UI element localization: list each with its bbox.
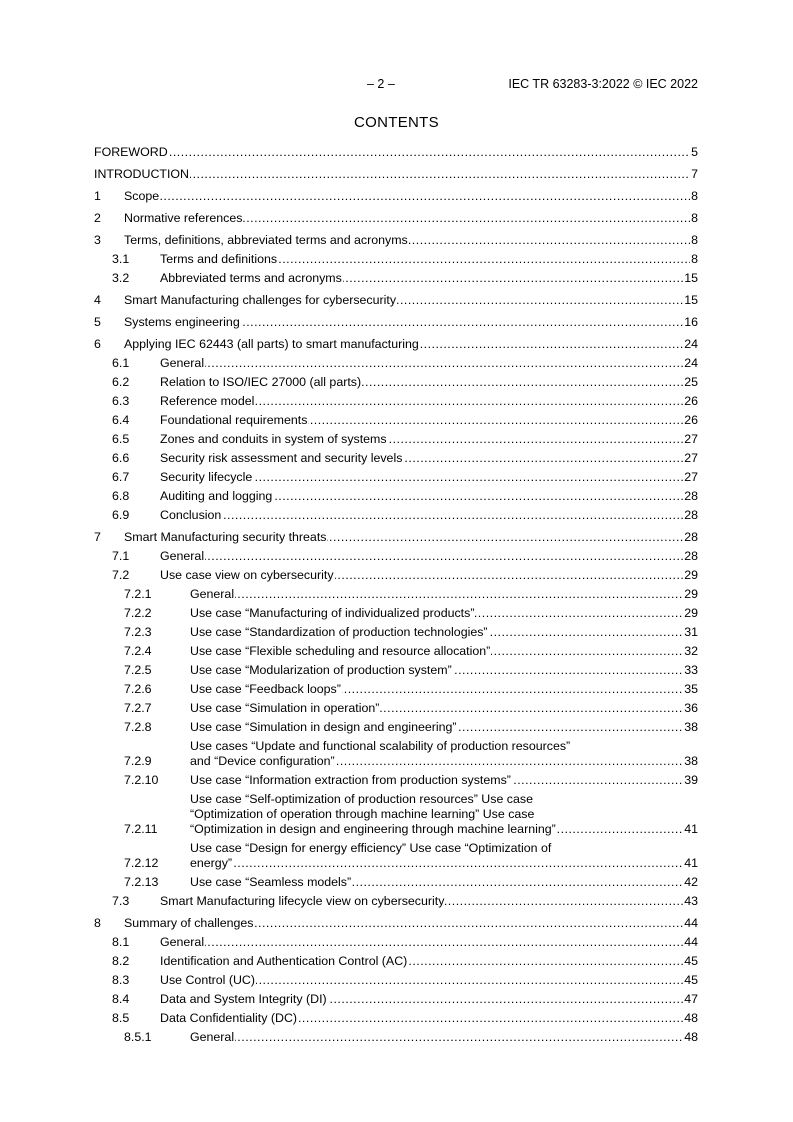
toc-entry-title: Use cases “Update and functional scalability of production resources” and “Device configuration” ..... — [190, 739, 683, 769]
toc-entry-number: 7.2.3 — [124, 625, 152, 639]
toc-entry-number: 7.2.12 — [124, 856, 159, 870]
toc-entry-page: 29 — [684, 568, 698, 582]
toc-entry-title: Use case “Simulation in design and engineering” ..... — [190, 720, 683, 735]
toc-entry-page: 15 — [684, 293, 698, 307]
toc-entry-title: Abbreviated terms and acronyms ..... — [160, 271, 683, 286]
toc-entry-page: 45 — [684, 954, 698, 968]
toc-entry[interactable] — [94, 356, 698, 371]
toc-entry-page: 26 — [684, 394, 698, 408]
toc-entry-title: Zones and conduits in system of systems ..... — [160, 432, 683, 447]
toc-entry[interactable] — [94, 587, 698, 602]
toc-entry-page: 26 — [684, 413, 698, 427]
toc-entry-number: 1 — [94, 189, 101, 203]
toc-entry-number: 3.1 — [112, 252, 130, 266]
toc-entry-number: 8 — [94, 916, 101, 930]
toc-entry-title: Auditing and logging ..... — [160, 489, 683, 504]
toc-entry-page: 8 — [691, 252, 698, 266]
toc-entry-page: 47 — [684, 992, 698, 1006]
toc-entry-number: 6.7 — [112, 470, 130, 484]
toc-entry-page: 41 — [684, 856, 698, 870]
toc-entry-title: Terms, definitions, abbreviated terms and acronyms ..... — [124, 233, 690, 248]
toc-entry-title: Use case “Feedback loops” ..... — [190, 682, 683, 697]
toc-entry-page: 27 — [684, 470, 698, 484]
toc-entry[interactable] — [94, 682, 698, 697]
toc-entry-number: 6.8 — [112, 489, 130, 503]
toc-entry[interactable] — [94, 451, 698, 466]
toc-entry-page: 8 — [691, 233, 698, 247]
toc-entry[interactable] — [94, 739, 698, 769]
toc-entry-page: 38 — [684, 754, 698, 768]
toc-entry-page: 8 — [691, 189, 698, 203]
toc-entry[interactable] — [94, 413, 698, 428]
toc-entry-title: Identification and Authentication Control (AC) ..... — [160, 954, 683, 969]
toc-entry[interactable] — [94, 773, 698, 788]
toc-entry-number: 3 — [94, 233, 101, 247]
toc-entry-page: 28 — [684, 549, 698, 563]
toc-entry[interactable] — [94, 530, 698, 545]
toc-entry-page: 41 — [684, 822, 698, 836]
toc-entry-page: 45 — [684, 973, 698, 987]
toc-entry-number: 8.1 — [112, 935, 130, 949]
toc-entry-page: 35 — [684, 682, 698, 696]
toc-entry-title: Smart Manufacturing security threats ..... — [124, 530, 683, 545]
table-of-contents — [94, 145, 698, 1045]
toc-entry-number: 7.2.7 — [124, 701, 152, 715]
toc-entry[interactable] — [94, 489, 698, 504]
toc-entry-number: 6.6 — [112, 451, 130, 465]
toc-entry-page: 32 — [684, 644, 698, 658]
toc-entry[interactable] — [94, 644, 698, 659]
toc-entry-title: General ..... — [160, 935, 683, 950]
toc-entry-number: 5 — [94, 315, 101, 329]
toc-entry-title: Systems engineering ..... — [124, 315, 683, 330]
toc-entry-title: Foundational requirements ..... — [160, 413, 683, 428]
toc-entry[interactable] — [94, 252, 698, 267]
toc-entry-number: 6.3 — [112, 394, 130, 408]
toc-entry[interactable] — [94, 720, 698, 735]
toc-entry-title: Use case “Modularization of production system” ..... — [190, 663, 683, 678]
toc-entry[interactable] — [94, 935, 698, 950]
toc-entry-title: Data Confidentiality (DC) ..... — [160, 1011, 683, 1026]
toc-entry-number: 7.2 — [112, 568, 130, 582]
toc-entry-number: 4 — [94, 293, 101, 307]
toc-entry-page: 48 — [684, 1011, 698, 1025]
toc-entry-number: 7.2.4 — [124, 644, 152, 658]
toc-entry-number: 6.4 — [112, 413, 130, 427]
toc-entry-title: Use case “Seamless models” ..... — [190, 875, 683, 890]
toc-entry[interactable] — [94, 841, 698, 871]
toc-entry-page: 24 — [684, 337, 698, 351]
toc-entry-number: 8.5.1 — [124, 1030, 152, 1044]
toc-entry[interactable] — [94, 394, 698, 409]
toc-entry-page: 27 — [684, 432, 698, 446]
toc-entry[interactable] — [94, 271, 698, 286]
toc-entry-number: 8.4 — [112, 992, 130, 1006]
toc-entry-title: Security risk assessment and security levels ..... — [160, 451, 683, 466]
toc-entry[interactable] — [94, 167, 698, 182]
toc-entry-number: 2 — [94, 211, 101, 225]
toc-entry[interactable] — [94, 894, 698, 909]
toc-entry[interactable] — [94, 189, 698, 204]
toc-entry-page: 8 — [691, 211, 698, 225]
toc-entry-title: Use case “Manufacturing of individualized products” ..... — [190, 606, 683, 621]
toc-entry-page: 15 — [684, 271, 698, 285]
toc-entry-page: 5 — [691, 145, 698, 159]
toc-entry-number: 6.2 — [112, 375, 130, 389]
toc-entry-page: 16 — [684, 315, 698, 329]
toc-entry-title: Use case “Simulation in operation” ..... — [190, 701, 683, 716]
toc-entry-title: Use case “Standardization of production technologies” ..... — [190, 625, 683, 640]
toc-entry-title: FOREWORD ..... — [94, 145, 690, 160]
contents-title: CONTENTS — [354, 114, 439, 131]
toc-entry[interactable] — [94, 606, 698, 621]
toc-entry-title: Use case “Information extraction from production systems” ..... — [190, 773, 683, 788]
toc-entry-page: 28 — [684, 508, 698, 522]
toc-entry-title: Security lifecycle ..... — [160, 470, 683, 485]
toc-entry-number: 8.3 — [112, 973, 130, 987]
toc-entry-number: 8.5 — [112, 1011, 130, 1025]
toc-entry-number: 7.1 — [112, 549, 130, 563]
toc-entry-number: 7.2.11 — [124, 822, 158, 836]
toc-entry[interactable] — [94, 973, 698, 988]
toc-entry[interactable] — [94, 568, 698, 583]
toc-entry-title: Use case “Self-optimization of production resources” Use case “Optimization of operation through machine learning” Use case “Optimization in design and engineering through machine learning” ..... — [190, 792, 683, 837]
toc-entry-page: 39 — [684, 773, 698, 787]
toc-entry-title: Summary of challenges ..... — [124, 916, 683, 931]
toc-entry-number: 7.2.8 — [124, 720, 152, 734]
page-number: – 2 – — [367, 77, 395, 91]
toc-entry-number: 7 — [94, 530, 101, 544]
toc-entry-page: 36 — [684, 701, 698, 715]
toc-entry-page: 43 — [684, 894, 698, 908]
toc-entry-title: General ..... — [190, 1030, 683, 1045]
toc-entry[interactable] — [94, 792, 698, 837]
toc-entry-title: Applying IEC 62443 (all parts) to smart manufacturing ..... — [124, 337, 683, 352]
toc-entry[interactable] — [94, 432, 698, 447]
toc-entry-title: Relation to ISO/IEC 27000 (all parts) ..... — [160, 375, 683, 390]
toc-entry-number: 7.2.10 — [124, 773, 159, 787]
toc-entry[interactable] — [94, 375, 698, 390]
toc-entry-number: 7.2.9 — [124, 754, 152, 768]
toc-entry-page: 27 — [684, 451, 698, 465]
toc-entry-number: 7.2.13 — [124, 875, 159, 889]
toc-entry-title: INTRODUCTION ..... — [94, 167, 690, 182]
toc-entry-title: Normative references ..... — [124, 211, 690, 226]
toc-entry-title: Use Control (UC) ..... — [160, 973, 683, 988]
toc-entry-title: Scope ..... — [124, 189, 690, 204]
toc-entry-number: 7.2.1 — [124, 587, 152, 601]
toc-entry-title: Use case “Flexible scheduling and resource allocation” ..... — [190, 644, 683, 659]
page-header — [0, 77, 793, 93]
toc-entry[interactable] — [94, 875, 698, 890]
toc-entry[interactable] — [94, 1011, 698, 1026]
toc-entry-number: 7.2.6 — [124, 682, 152, 696]
toc-entry-title: Smart Manufacturing challenges for cybersecurity ..... — [124, 293, 683, 308]
toc-entry[interactable] — [94, 625, 698, 640]
toc-entry-page: 31 — [684, 625, 698, 639]
toc-entry[interactable] — [94, 1030, 698, 1045]
toc-entry-page: 28 — [684, 489, 698, 503]
toc-entry[interactable] — [94, 145, 698, 160]
toc-entry[interactable] — [94, 211, 698, 226]
toc-entry[interactable] — [94, 954, 698, 969]
toc-entry-page: 33 — [684, 663, 698, 677]
toc-entry[interactable] — [94, 992, 698, 1007]
toc-entry-number: 6 — [94, 337, 101, 351]
toc-entry-page: 42 — [684, 875, 698, 889]
toc-entry[interactable] — [94, 663, 698, 678]
toc-entry-number: 3.2 — [112, 271, 130, 285]
toc-entry-number: 7.2.2 — [124, 606, 152, 620]
toc-entry[interactable] — [94, 470, 698, 485]
toc-entry-page: 28 — [684, 530, 698, 544]
toc-entry-title: Data and System Integrity (DI) ..... — [160, 992, 683, 1007]
toc-entry[interactable] — [94, 701, 698, 716]
toc-entry-page: 44 — [684, 916, 698, 930]
toc-entry-title: Use case view on cybersecurity ..... — [160, 568, 683, 583]
toc-entry-title: Terms and definitions ..... — [160, 252, 690, 267]
toc-entry[interactable] — [94, 916, 698, 931]
toc-entry-title: Smart Manufacturing lifecycle view on cybersecurity ..... — [160, 894, 683, 909]
toc-entry-page: 24 — [684, 356, 698, 370]
toc-entry-number: 6.9 — [112, 508, 130, 522]
toc-entry-page: 48 — [684, 1030, 698, 1044]
toc-entry-page: 29 — [684, 587, 698, 601]
toc-entry-number: 6.1 — [112, 356, 130, 370]
toc-entry[interactable] — [94, 508, 698, 523]
toc-entry-title: General ..... — [190, 587, 683, 602]
toc-entry-page: 29 — [684, 606, 698, 620]
toc-entry-page: 44 — [684, 935, 698, 949]
toc-entry-number: 8.2 — [112, 954, 130, 968]
toc-entry[interactable] — [94, 293, 698, 308]
toc-entry-number: 7.3 — [112, 894, 130, 908]
toc-entry[interactable] — [94, 233, 698, 248]
toc-entry-number: 6.5 — [112, 432, 130, 446]
toc-entry-title: Reference model ..... — [160, 394, 683, 409]
toc-entry-page: 25 — [684, 375, 698, 389]
toc-entry[interactable] — [94, 337, 698, 352]
toc-entry-title: General ..... — [160, 356, 683, 371]
toc-entry-title: General ..... — [160, 549, 683, 564]
toc-entry[interactable] — [94, 549, 698, 564]
toc-entry-page: 38 — [684, 720, 698, 734]
document-id: IEC TR 63283-3:2022 © IEC 2022 — [508, 77, 698, 91]
toc-entry-title: Conclusion ..... — [160, 508, 683, 523]
toc-entry-page: 7 — [691, 167, 698, 181]
toc-entry-title: Use case “Design for energy efficiency” Use case “Optimization of energy” ..... — [190, 841, 683, 871]
toc-entry-number: 7.2.5 — [124, 663, 152, 677]
toc-entry[interactable] — [94, 315, 698, 330]
